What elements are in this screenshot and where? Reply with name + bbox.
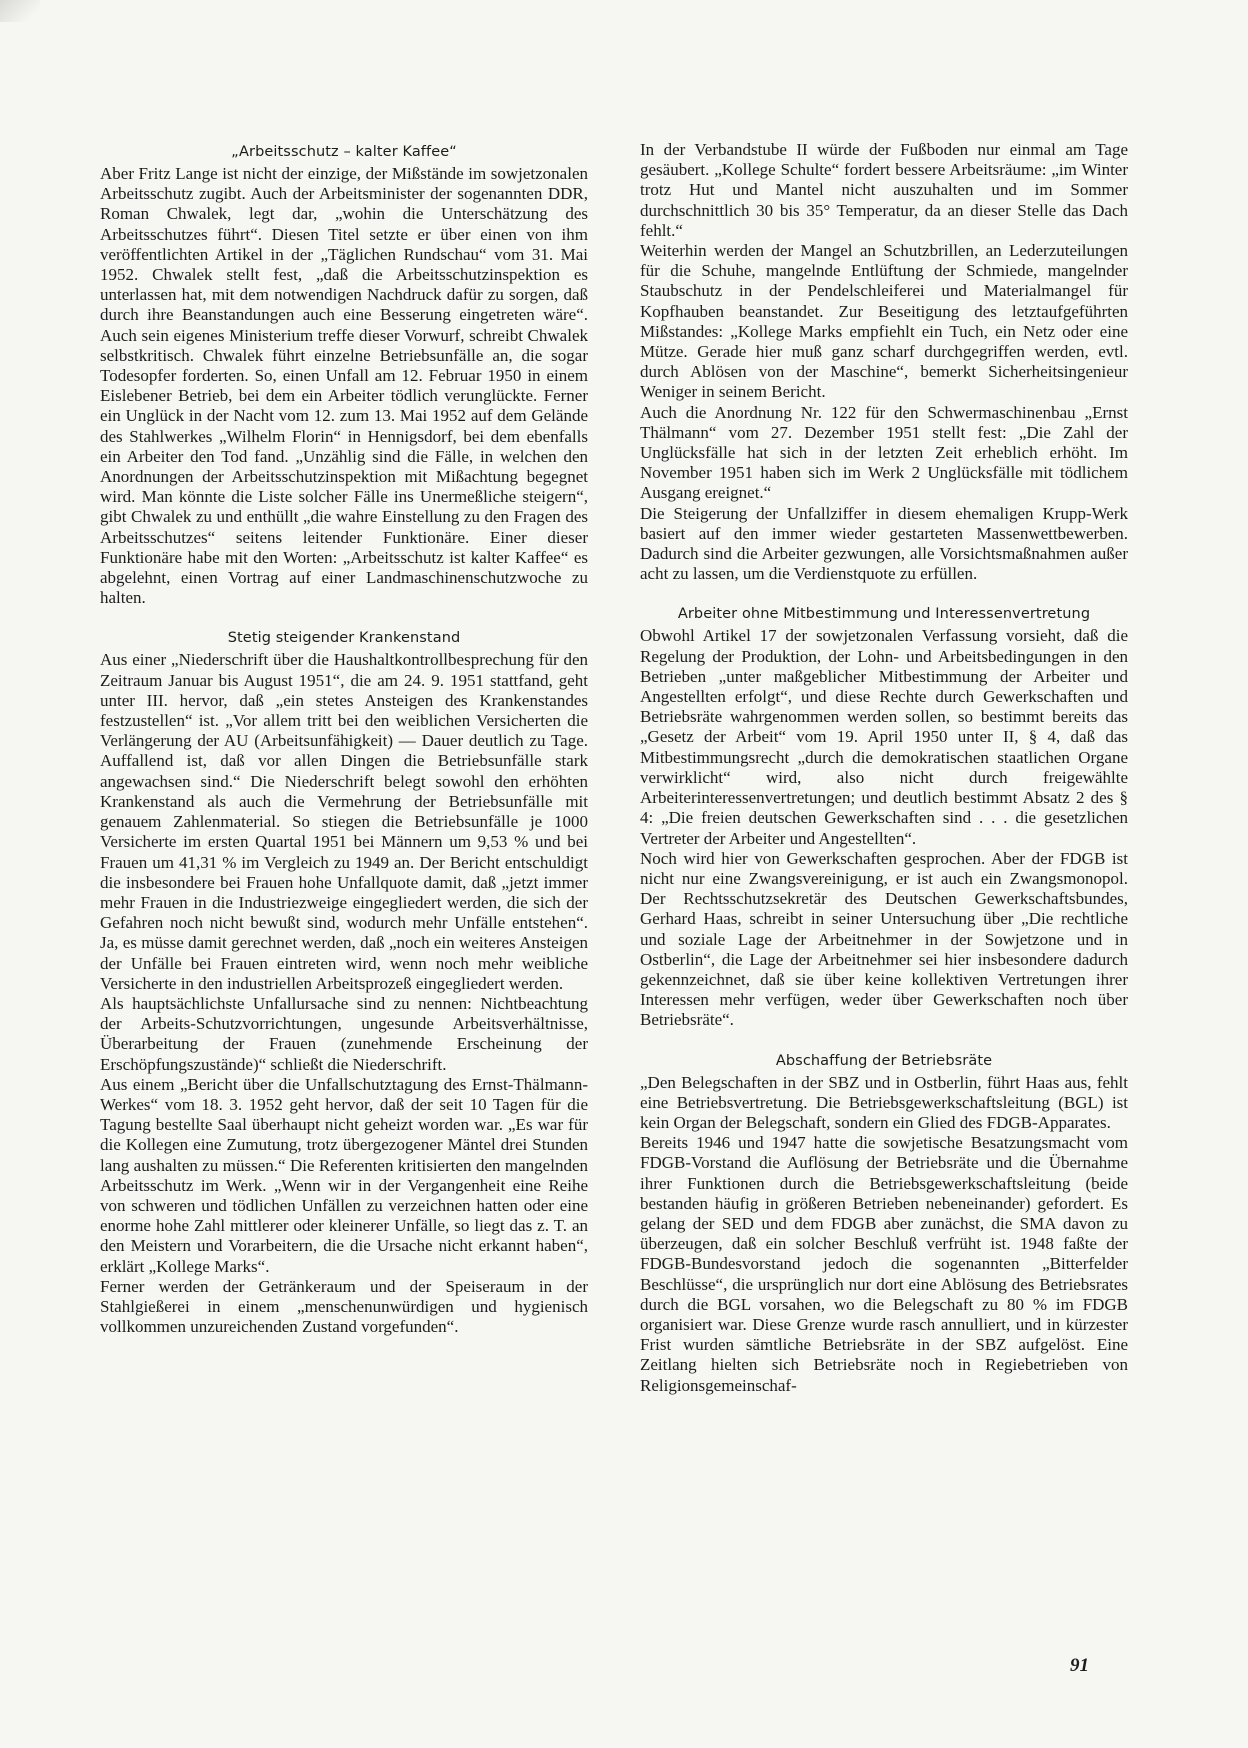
paragraph: Bereits 1946 und 1947 hatte die sowjetische Besatzungsmacht vom FDGB-Vorstand die Auflösung der Betriebsräte und die Übernahme ihrer Funktionen durch die Betriebsgewerkschaftsleitung (beide bestanden häufig in größeren Betrieben nebeneinander) gefordert. Es gelang der SED und dem FDGB aber zunächst, die SMA davon zu überzeugen, daß ein solcher Beschluß verfrüht ist. 1948 faßte der FDGB-Bundesvorstand jedoch die sogenannten „Bitterfelder Beschlüsse“, die ursprünglich nur dort eine Ablösung des Betriebsrates durch die BGL vorsahen, wo die Belegschaft zu 80 % im FDGB organisiert war. Diese Grenze wurde rasch annulliert, und in kürzester Frist wurden sämtliche Betriebsräte in der SBZ aufgelöst. Eine Zeitlang hielten sich Betriebsräte noch in Regiebetrieben von Religionsgemeinschaf- <box>640 1133 1128 1395</box>
paragraph: Obwohl Artikel 17 der sowjetzonalen Verfassung vorsieht, daß die Regelung der Produktion, der Lohn- und Arbeitsbedingungen in den Betrieben „unter maßgeblicher Mitbestimmung der Arbeiter und Angestellten erfolgt“, und diese Rechte durch Gewerkschaften und Betriebsräte wahrgenommen werden sollen, so bestimmt bereits das „Gesetz der Arbeit“ vom 19. April 1950 unter II, § 4, daß das Mitbestimmungsrecht „durch die demokratischen staatlichen Organe verwirklicht“ wird, also nicht durch freigewählte Arbeiterinteressenvertretungen; und deutlich bestimmt Absatz 2 des § 4: „Die freien deutschen Gewerkschaften sind . . . die gesetzlichen Vertreter der Arbeiter und Angestellten“. <box>640 626 1128 848</box>
paragraph: Aus einer „Niederschrift über die Haushaltkontrollbesprechung für den Zeitraum Januar bis August 1951“, die am 24. 9. 1951 stattfand, geht unter III. hervor, daß „ein stetes Ansteigen des Krankenstandes festzustellen“ ist. „Vor allem tritt bei den weiblichen Versicherten die Verlängerung der AU (Arbeitsunfähigkeit) — Dauer deutlich zu Tage. Auffallend ist, daß vor allen Dingen die Betriebsunfälle stark angewachsen sind.“ Die Niederschrift belegt sowohl den erhöhten Krankenstand als auch die Vermehrung der Betriebsunfälle mit genauem Zahlenmaterial. So stiegen die Betriebsunfälle je 1000 Versicherte im ersten Quartal 1951 bei Männern um 9,53 % und bei Frauen um 41,31 % im Vergleich zu 1949 an. Der Bericht entschuldigt die insbesondere bei Frauen hohe Unfallquote damit, daß „jetzt immer mehr Frauen in die Industriezweige eingegliedert werden, die sich der Gefahren noch nicht bewußt sind, wodurch mehr Unfälle entstehen“. Ja, es müsse damit gerechnet werden, daß „noch ein weiteres Ansteigen der Unfälle bei Frauen eintreten wird, wenn noch mehr weibliche Versicherte in den industriellen Arbeitsprozeß eingegliedert werden. <box>100 650 588 993</box>
paragraph: Auch die Anordnung Nr. 122 für den Schwermaschinenbau „Ernst Thälmann“ vom 27. Dezember 1951 stellt fest: „Die Zahl der Unglücksfälle hat sich in der letzten Zeit erheblich erhöht. Im November 1951 haben sich im Werk 2 Unglücksfälle mit tödlichem Ausgang ereignet.“ <box>640 402 1128 503</box>
right-column <box>640 140 1128 1396</box>
paragraph: Ferner werden der Getränkeraum und der Speiseraum in der Stahlgießerei in einem „menschenunwürdigen und hygienisch vollkommen unzureichenden Zustand vorgefunden“. <box>100 1276 588 1337</box>
section-heading: Arbeiter ohne Mitbestimmung und Interessenvertretung <box>677 606 1091 623</box>
paragraph: Als hauptsächlichste Unfallursache sind zu nennen: Nichtbeachtung der Arbeits-Schutzvorrichtungen, ungesunde Arbeitsverhältnisse, Überarbeitung der Frauen (zunehmende Erscheinung der Erschöpfungszustände)“ schließt die Niederschrift. <box>100 993 588 1074</box>
paragraph: Aber Fritz Lange ist nicht der einzige, der Mißstände im sowjetzonalen Arbeitsschutz zugibt. Auch der Arbeitsminister der sogenannten DDR, Roman Chwalek, legt dar, „wohin die Unterschätzung des Arbeitsschutzes führt“. Diesen Titel setzte er über einen von ihm veröffentlichten Artikel in der „Täglichen Rundschau“ vom 31. Mai 1952. Chwalek stellt fest, „daß die Arbeitsschutzinspektion es unterlassen hat, mit dem notwendigen Nachdruck dafür zu sorgen, daß durch ihre Beanstandungen auch eine Besserung eingetreten wäre“. Auch sein eigenes Ministerium treffe dieser Vorwurf, schreibt Chwalek selbstkritisch. Chwalek führt einzelne Betriebsunfälle an, die sogar Todesopfer forderten. So, einen Unfall am 12. Februar 1950 in einem Eislebener Betrieb, bei dem ein Arbeiter tödlich verunglückte. Ferner ein Unglück in der Nacht vom 12. zum 13. Mai 1952 auf dem Gelände des Stahlwerkes „Wilhelm Florin“ in Hennigsdorf, bei dem ebenfalls ein Arbeiter den Tod fand. „Unzählig sind die Fälle, in welchen den Anordnungen der Arbeitsschutzinspektion mit Mißachtung begegnet wird. Man könnte die Liste solcher Fälle ins Unermeßliche steigern“, gibt Chwalek zu und enthüllt „die wahre Einstellung zu den Fragen des Arbeitsschutzes“ seitens leitender Funktionäre. Einer dieser Funktionäre habe mit den Worten: „Arbeitsschutz ist kalter Kaffee“ es abgelehnt, einen Vortrag auf einer Landmaschinenschutzwoche zu halten. <box>100 164 588 608</box>
paragraph: Noch wird hier von Gewerkschaften gesprochen. Aber der FDGB ist nicht nur eine Zwangsvereinigung, er ist auch ein Zwangsmonopol. Der Rechtsschutzsekretär des Deutschen Gewerkschaftsbundes, Gerhard Haas, schreibt in seiner Untersuchung über „Die rechtliche und soziale Lage der Arbeitnehmer in der Sowjetzone und in Ostberlin“, die Lage der Arbeitnehmer sei hier insbesondere dadurch gekennzeichnet, daß sie über keine kollektiven Vertretungen ihrer Interessen mehr verfügen, weder über Gewerkschaften noch über Betriebsräte“. <box>640 848 1128 1030</box>
paragraph: Aus einem „Bericht über die Unfallschutztagung des Ernst-Thälmann-Werkes“ vom 18. 3. 1952 geht hervor, daß der seit 10 Tagen für die Tagung bestellte Saal überhaupt nicht geheizt worden war. „Es war für die Kollegen eine Zumutung, trotz übergezogener Mäntel drei Stunden lang aushalten zu müssen.“ Die Referenten kritisierten den mangelnden Arbeitsschutz im Werk. „Wenn wir in der Vergangenheit eine Reihe von schweren und tödlichen Unfällen zu verzeichnen hatten oder eine enorme hohe Zahl mittlerer oder kleinerer Unfälle, so liegt das z. T. an den Meistern und Vorarbeitern, die die Ursache nicht erkannt haben“, erklärt „Kollege Marks“. <box>100 1074 588 1276</box>
scan-artifact <box>0 0 40 22</box>
page-number: 91 <box>1070 1655 1089 1676</box>
section-heading: Stetig steigender Krankenstand <box>227 630 461 647</box>
paragraph: Die Steigerung der Unfallziffer in diesem ehemaligen Krupp-Werk basiert auf den immer wieder gestarteten Massenwettbewerben. Dadurch sind die Arbeiter gezwungen, alle Vorsichtsmaßnahmen außer acht zu lassen, um die Verdienstquote zu erfüllen. <box>640 503 1128 584</box>
paragraph: „Den Belegschaften in der SBZ und in Ostberlin, führt Haas aus, fehlt eine Betriebsvertretung. Die Betriebsgewerkschaftsleitung (BGL) ist kein Organ der Belegschaft, sondern ein Glied des FDGB-Apparates. <box>640 1072 1128 1132</box>
paragraph: In der Verbandstube II würde der Fußboden nur einmal am Tage gesäubert. „Kollege Schulte“ fordert bessere Arbeitsräume: „im Winter trotz Hut und Mantel nicht auszuhalten und im Sommer durchschnittlich 30 bis 35° Temperatur, da an dieser Stelle das Dach fehlt.“ <box>640 140 1128 240</box>
section-heading: „Arbeitsschutz – kalter Kaffee“ <box>231 144 457 160</box>
paragraph: Weiterhin werden der Mangel an Schutzbrillen, an Lederzuteilungen für die Schuhe, mangelnde Entlüftung der Schmiede, mangelnder Staubschutz in der Pendelschleiferei und Materialmangel für Kopfhauben beanstandet. Zur Beseitigung des letztaufgeführten Mißstandes: „Kollege Marks empfiehlt ein Tuch, ein Netz oder eine Mütze. Gerade hier muß ganz scharf durchgegriffen werden, evtl. durch Ablösen von der Maschine“, bemerkt Sicherheitsingenieur Weniger in seinem Bericht. <box>640 241 1128 402</box>
section-heading: Abschaffung der Betriebsräte <box>775 1052 993 1069</box>
left-column <box>100 140 588 1337</box>
